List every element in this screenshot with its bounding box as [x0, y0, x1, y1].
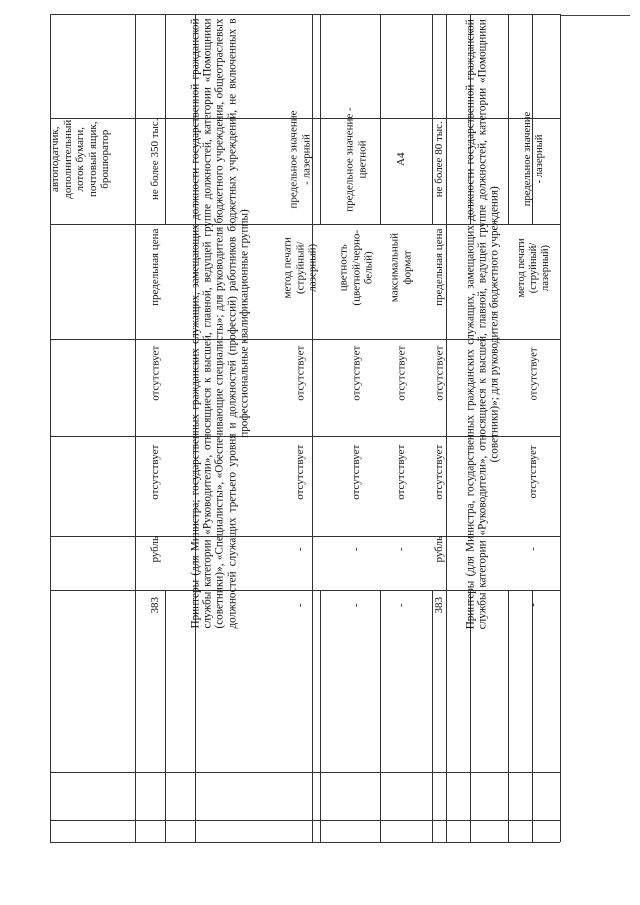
- r3-char-cell: максимальный формат: [388, 232, 413, 303]
- r4-unit-cell: рубль: [432, 535, 445, 563]
- price-char-cell: предельная цена: [148, 228, 161, 307]
- r3-code-cell: -: [394, 603, 407, 607]
- r4-code-cell: 383: [432, 596, 445, 614]
- r4-char-cell: предельная цена: [432, 228, 445, 307]
- r1-q2-cell: отсутствует: [293, 345, 306, 402]
- r2-char-cell: цветность (цветной/черно-белый): [337, 229, 375, 306]
- page-edge-line: [560, 15, 630, 16]
- r5-code-cell: -: [528, 603, 539, 607]
- r2-unit-cell: -: [349, 547, 362, 551]
- r1-char-cell: метод печати (струйный/ лазерный): [281, 236, 319, 299]
- r2-q1-cell: отсутствует: [349, 444, 362, 500]
- r4-q1-cell: отсутствует: [432, 444, 445, 500]
- r3-value-cell: А4: [394, 152, 407, 166]
- r1-value-cell: предельное значение - лазерный: [287, 110, 312, 209]
- r2-code-cell: -: [349, 603, 362, 607]
- r4-value-cell: не более 80 тыс.: [432, 120, 445, 198]
- price-code-cell: 383: [148, 596, 161, 614]
- section-heading-printers-1: Принтеры (для Министра; государственных гражданских служащих, замещающих должности государственной гражданской службы категории «Руководители», относящиеся к высшей, главной, ведущей группе должностей, категории «Помощники (советники)», «Специалисты», «Обеспечивающие специалисты»; для руководителя бюджетного учреждения, общеотраслевых должностей служащих третьего уровня и должностей (профессий) работников бюджетных учреждений, не включенных в профессиональные квалификационные группы): [189, 18, 251, 629]
- r5-q1-cell: отсутствует: [528, 445, 539, 499]
- r1-q1-cell: отсутствует: [293, 444, 306, 500]
- r2-q2-cell: отсутствует: [349, 345, 362, 402]
- r5-char-cell: метод печати (струйный/ лазерный): [516, 237, 551, 298]
- r3-unit-cell: -: [394, 547, 407, 551]
- r3-q1-cell: отсутствует: [394, 444, 407, 500]
- r1-unit-cell: -: [293, 547, 306, 551]
- continuation-value-cell: автоподатчик, дополнительный лоток бумаги, почтовый ящик, брошюратор: [48, 119, 111, 199]
- price-unit-cell: рубль: [148, 535, 161, 563]
- r3-q2-cell: отсутствует: [394, 345, 407, 402]
- section-heading-printers-2: Принтеры (для Министра, государственных гражданских служащих, замещающих должности государственной гражданской службы категории «Руководители», относящиеся к высшей, главной, ведущей группе должностей, категории «Помощники (советники)»; для руководителя бюджетного учреждения): [464, 18, 502, 629]
- r5-value-cell: предельное значение - лазерный: [522, 111, 545, 207]
- r5-unit-cell: -: [528, 547, 539, 551]
- r5-q2-cell: отсутствует: [528, 347, 539, 400]
- price-q2-cell: отсутствует: [148, 345, 161, 402]
- r1-code-cell: -: [293, 603, 306, 607]
- price-q1-cell: отсутствует: [148, 444, 161, 500]
- r4-q2-cell: отсутствует: [432, 345, 445, 402]
- r2-value-cell: предельное значение - цветной: [343, 106, 368, 212]
- price-value-cell: не более 350 тыс.: [148, 118, 161, 200]
